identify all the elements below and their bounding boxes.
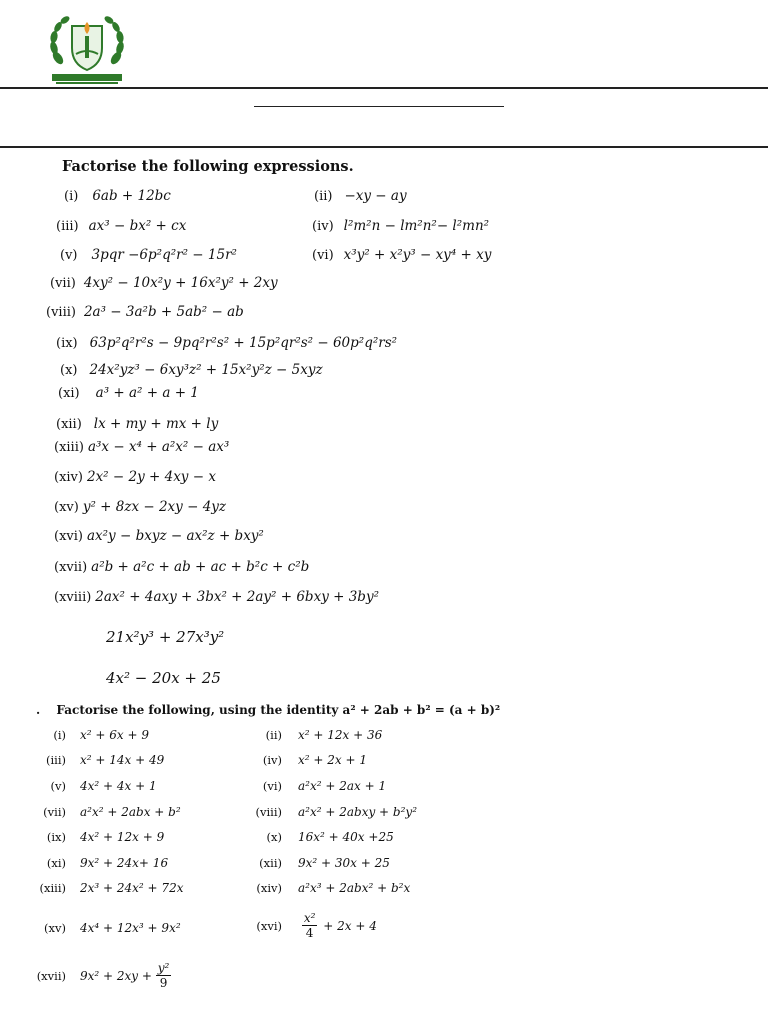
- s2-item-vi: (vi) a²x² + 2ax + 1: [262, 779, 387, 793]
- s1-item-xv: (xv) y² + 8zx − 2xy − 4yz: [54, 499, 227, 515]
- s1-item-xiii: (xiii) a³x − x⁴ + a²x² − ax³: [54, 439, 230, 455]
- fraction-y2-over-9: $\frac{\text{y²}}{9}$: [157, 961, 170, 991]
- s2-item-xiv: (xiv) a²x³ + 2abx² + b²x: [256, 881, 411, 895]
- s1-item-i: (i) 6ab + 12bc: [64, 188, 171, 204]
- s2-item-ii: (ii) x² + 12x + 36: [265, 728, 383, 742]
- s2-item-v: (v) 4x² + 4x + 1: [50, 779, 157, 793]
- s2-item-xiii: (xiii) 2x³ + 24x² + 72x: [39, 881, 184, 895]
- s1-item-viii: (viii) 2a³ − 3a²b + 5ab² − ab: [46, 304, 244, 320]
- s1-item-iii: (iii) ax³ − bx² + cx: [56, 218, 187, 234]
- s1-item-v: (v) 3pqr −6p²q²r² − 15r²: [60, 247, 237, 263]
- section1-heading: Factorise the following expressions.: [62, 158, 354, 175]
- s1-item-xviii: (xviii) 2ax² + 4axy + 3bx² + 2ay² + 6bxy + 3by²: [54, 589, 379, 605]
- s1-item-ix: (ix) 63p²q²r²s − 9pq²r²s² + 15p²qr²s² − 60p²q²rs²: [56, 335, 398, 351]
- fraction-x2-over-4: $\frac{\text{x²}}{4}$: [303, 911, 316, 941]
- header-rule-top: [0, 87, 768, 89]
- s1-item-xvi: (xvi) ax²y − bxyz − ax²z + bxy²: [54, 528, 264, 544]
- s2-item-iii: (iii) x² + 14x + 49: [45, 753, 165, 767]
- s2-item-ix: (ix) 4x² + 12x + 9: [46, 830, 165, 844]
- s1-item-xiv: (xiv) 2x² − 2y + 4xy − x: [54, 469, 216, 485]
- section2-heading-text: Factorise the following, using the identity a² + 2ab + b² = (a + b)²: [56, 703, 501, 717]
- s1-item-xi: (xi) a³ + a² + a + 1: [58, 385, 199, 401]
- s2-item-xii: (xii) 9x² + 30x + 25: [259, 856, 390, 870]
- s2-item-x: (x) 16x² + 40x +25: [266, 830, 394, 844]
- s1-item-x: (x) 24x²yz³ − 6xy³z² + 15x²y²z − 5xyz: [60, 362, 323, 378]
- s1-item-xii: (xii) lx + my + mx + ly: [56, 416, 219, 432]
- s2-item-xv: (xv) 4x⁴ + 12x³ + 9x²: [44, 921, 181, 935]
- s2-item-i: (i) x² + 6x + 9: [53, 728, 149, 742]
- header-rule-bottom: [0, 146, 768, 148]
- s1-item-ii: (ii) −xy − ay: [314, 188, 407, 204]
- extra-expr-2: 4x² − 20x + 25: [106, 669, 221, 687]
- s1-item-vii: (vii) 4xy² − 10x²y + 16x²y² + 2xy: [50, 275, 278, 291]
- title-blank-line: [254, 106, 504, 107]
- school-crest-logo: [46, 14, 128, 86]
- s1-item-iv: (iv) l²m²n − lm²n²− l²mn²: [312, 218, 490, 234]
- s2-item-viii: (viii) a²x² + 2abxy + b²y²: [255, 805, 418, 819]
- section2-bullet: .: [36, 703, 41, 717]
- s1-item-xvii: (xvii) a²b + a²c + ab + ac + b²c + c²b: [54, 559, 310, 575]
- s2-item-iv: (iv) x² + 2x + 1: [262, 753, 367, 767]
- s2-item-vii: (vii) a²x² + 2abx + b²: [43, 805, 181, 819]
- section2-heading: [36, 703, 500, 717]
- extra-expr-1: 21x²y³ + 27x³y²: [106, 628, 225, 646]
- s1-item-vi: (vi) x³y² + x²y³ − xy⁴ + xy: [312, 247, 492, 263]
- s2-item-xvii: (xvii) 9x² + 2xy + $\frac{\text{y²}}{9}$: [36, 961, 170, 991]
- s2-item-xi: (xi) 9x² + 24x+ 16: [46, 856, 169, 870]
- s2-item-xvi: (xvi) $\frac{\text{x²}}{4}$ + 2x + 4: [256, 911, 377, 941]
